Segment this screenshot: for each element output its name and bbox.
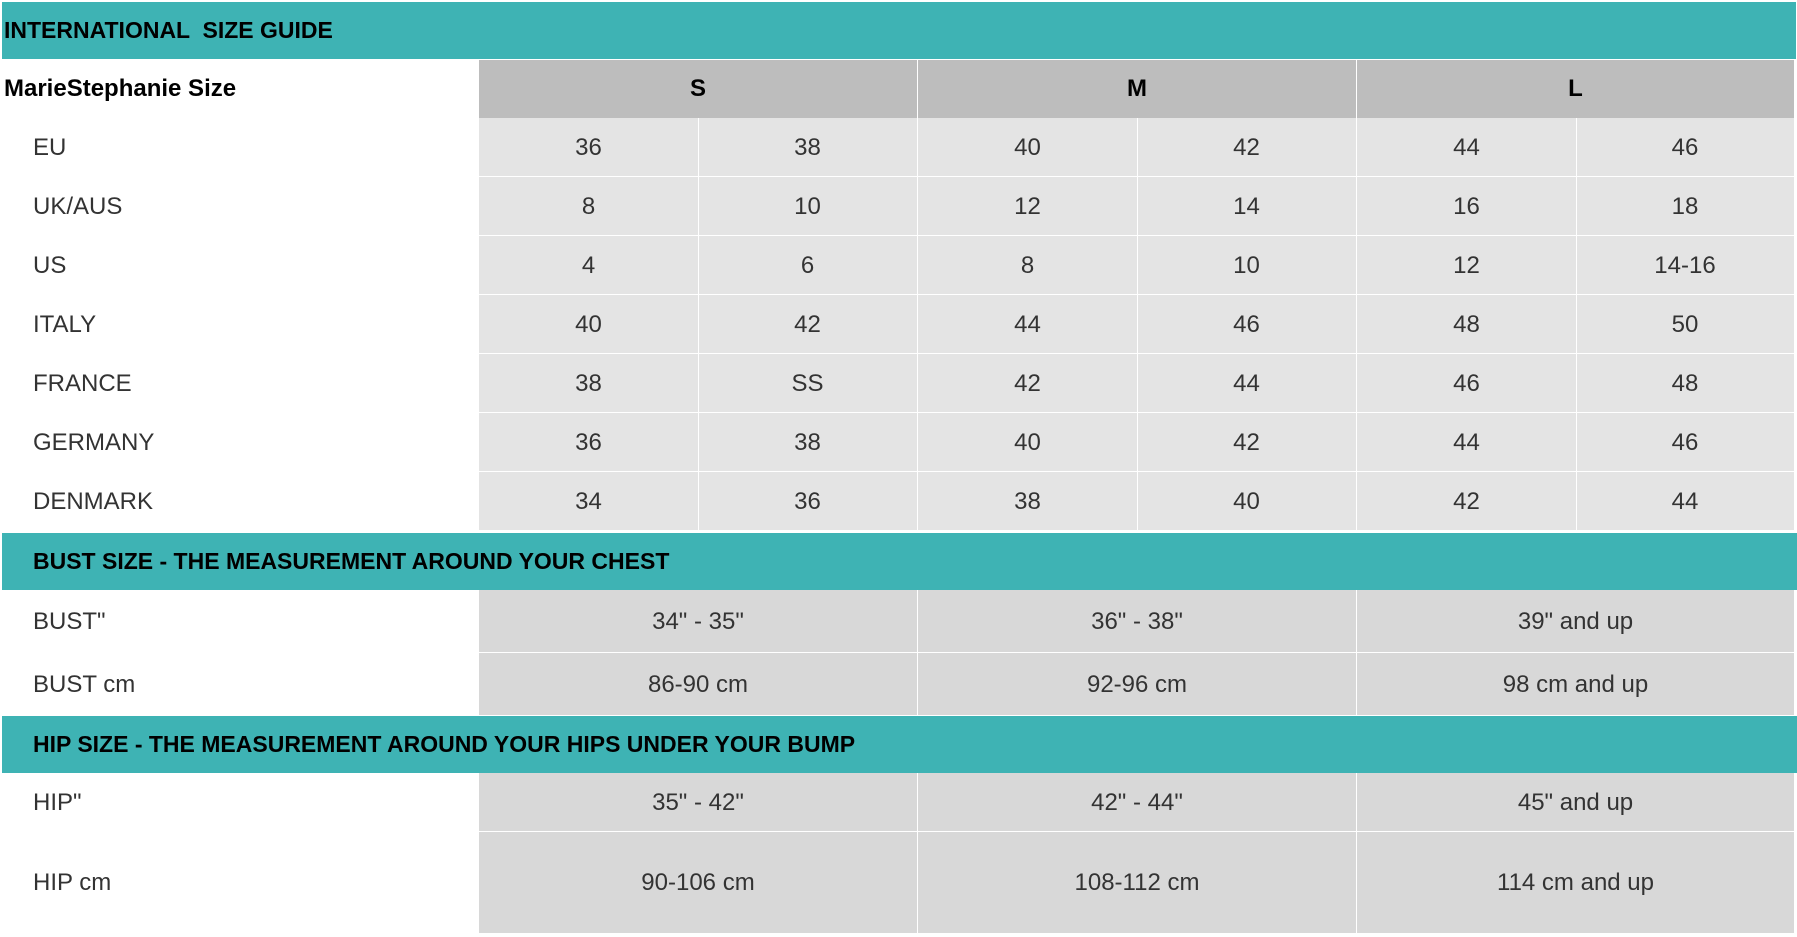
divider: [917, 773, 918, 934]
title-band: [2, 2, 1796, 59]
table-cell: 40: [918, 118, 1137, 177]
table-cell: 40: [479, 295, 698, 354]
table-cell: 36: [479, 118, 698, 177]
table-cell: 48: [1357, 295, 1576, 354]
row-label: UK/AUS: [2, 177, 479, 236]
table-cell: 40: [1137, 472, 1356, 531]
table-cell: 42: [918, 354, 1137, 413]
size-header-l: [1357, 60, 1794, 118]
table-cell: 86-90 cm: [479, 653, 917, 716]
table-cell: 6: [698, 236, 917, 295]
table-cell: 36: [479, 413, 698, 472]
table-cell: 44: [1576, 472, 1794, 531]
divider: [1356, 590, 1357, 716]
table-cell: 35" - 42": [479, 773, 917, 832]
table-cell: 48: [1576, 354, 1794, 413]
table-cell: 38: [918, 472, 1137, 531]
row-label: ITALY: [2, 295, 479, 354]
brand-size-label: [2, 60, 479, 118]
divider: [1356, 60, 1357, 533]
table-cell: 45" and up: [1357, 773, 1794, 832]
table-cell: 14-16: [1576, 236, 1794, 295]
size-header-m: [918, 60, 1356, 118]
table-cell: 38: [698, 118, 917, 177]
page-title: INTERNATIONAL SIZE GUIDE: [4, 17, 333, 43]
table-cell: SS: [698, 354, 917, 413]
table-cell: 14: [1137, 177, 1356, 236]
table-cell: 50: [1576, 295, 1794, 354]
bust-band: [2, 533, 1797, 590]
row-label: FRANCE: [2, 354, 479, 413]
brand-size-label-text: MarieStephanie Size: [4, 75, 237, 102]
table-cell: 92-96 cm: [918, 653, 1356, 716]
table-cell: 44: [1357, 118, 1576, 177]
table-cell: 90-106 cm: [479, 832, 917, 934]
table-cell: 12: [918, 177, 1137, 236]
table-cell: 36: [698, 472, 917, 531]
row-label: HIP cm: [2, 832, 479, 934]
row-label: EU: [2, 118, 479, 177]
bust-title: BUST SIZE - THE MEASUREMENT AROUND YOUR CHEST: [33, 548, 670, 574]
table-cell: 38: [698, 413, 917, 472]
table-cell: 8: [479, 177, 698, 236]
divider: [1576, 118, 1577, 533]
size-header-s: [479, 60, 917, 118]
divider: [1356, 773, 1357, 934]
table-cell: 46: [1576, 118, 1794, 177]
divider: [917, 590, 918, 716]
table-cell: 44: [1357, 413, 1576, 472]
size-header-s-text: S: [689, 75, 706, 102]
table-cell: 39" and up: [1357, 590, 1794, 653]
table-cell: 8: [918, 236, 1137, 295]
divider: [1137, 118, 1138, 533]
table-cell: 38: [479, 354, 698, 413]
size-header-l-text: L: [1568, 75, 1583, 102]
row-label: DENMARK: [2, 472, 479, 531]
hip-title: HIP SIZE - THE MEASUREMENT AROUND YOUR HIPS UNDER YOUR BUMP: [33, 731, 856, 757]
divider: [917, 60, 918, 533]
table-cell: 46: [1137, 295, 1356, 354]
row-divider: [479, 933, 1794, 934]
table-cell: 42: [1137, 118, 1356, 177]
row-label: GERMANY: [2, 413, 479, 472]
table-cell: 108-112 cm: [918, 832, 1356, 934]
divider: [698, 118, 699, 533]
table-cell: 34" - 35": [479, 590, 917, 653]
table-cell: 16: [1357, 177, 1576, 236]
table-cell: 12: [1357, 236, 1576, 295]
table-cell: 42: [1137, 413, 1356, 472]
table-cell: 10: [698, 177, 917, 236]
row-label: US: [2, 236, 479, 295]
table-cell: 10: [1137, 236, 1356, 295]
table-cell: 4: [479, 236, 698, 295]
hip-band: [2, 716, 1797, 773]
table-cell: 40: [918, 413, 1137, 472]
table-cell: 46: [1576, 413, 1794, 472]
table-cell: 42" - 44": [918, 773, 1356, 832]
table-cell: 98 cm and up: [1357, 653, 1794, 716]
table-cell: 44: [918, 295, 1137, 354]
table-cell: 46: [1357, 354, 1576, 413]
size-header-m-text: M: [1127, 75, 1147, 102]
table-cell: 36" - 38": [918, 590, 1356, 653]
row-label: BUST": [2, 590, 479, 653]
table-cell: 114 cm and up: [1357, 832, 1794, 934]
table-cell: 18: [1576, 177, 1794, 236]
table-cell: 42: [698, 295, 917, 354]
row-label: HIP": [2, 773, 479, 832]
table-cell: 42: [1357, 472, 1576, 531]
row-label: BUST cm: [2, 653, 479, 716]
table-cell: 34: [479, 472, 698, 531]
table-cell: 44: [1137, 354, 1356, 413]
